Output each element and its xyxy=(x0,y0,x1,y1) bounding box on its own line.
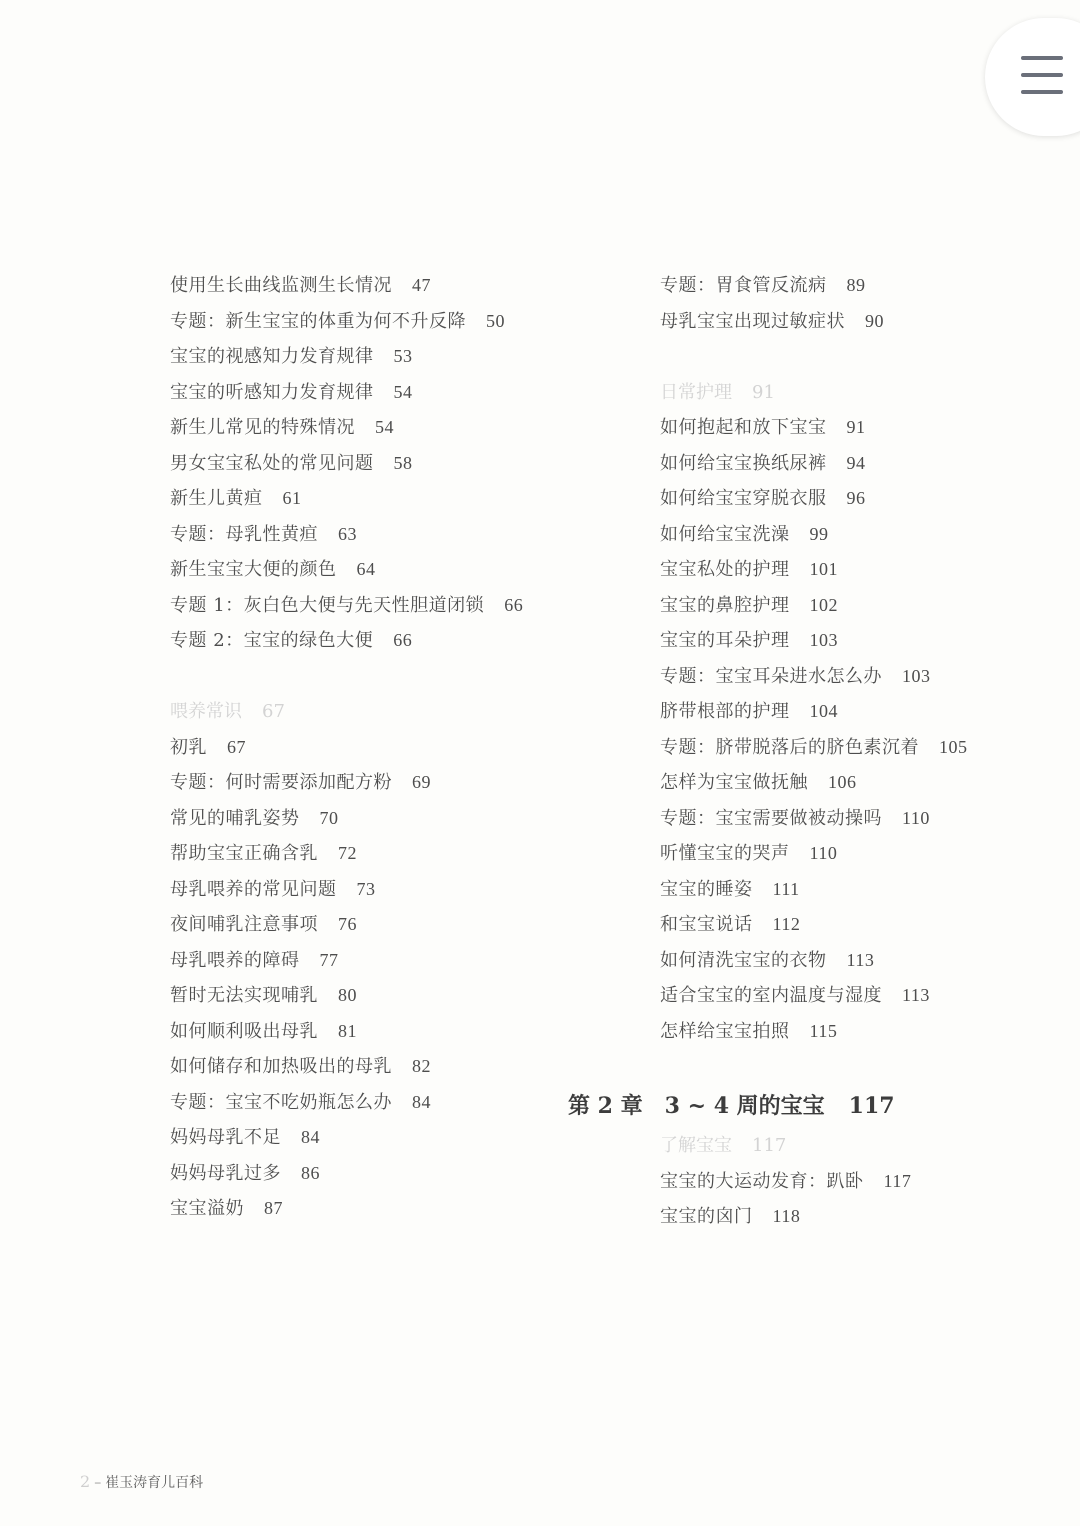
toc-entry[interactable]: 宝宝的耳朵护理 103 xyxy=(660,630,838,651)
footer-separator: – xyxy=(94,1475,102,1491)
toc-entry[interactable]: 宝宝的听感知力发育规律 54 xyxy=(170,381,413,403)
toc-entry[interactable]: 专题：宝宝不吃奶瓶怎么办 84 xyxy=(170,1091,431,1113)
toc-entry[interactable]: 新生宝宝大便的颜色 64 xyxy=(170,559,376,580)
footer-page-number: 2 xyxy=(80,1472,91,1491)
chapter-page: 117 xyxy=(848,1093,895,1119)
toc-entry[interactable]: 专题：新生宝宝的体重为何不升反降 50 xyxy=(170,310,505,332)
toc-entry[interactable]: 母乳喂养的障碍 77 xyxy=(170,949,339,971)
toc-entry[interactable]: 宝宝私处的护理 101 xyxy=(660,559,838,580)
toc-entry[interactable]: 怎样给宝宝拍照 115 xyxy=(660,1020,838,1042)
toc-entry[interactable]: 母乳宝宝出现过敏症状 90 xyxy=(660,310,884,332)
toc-entry[interactable]: 宝宝的睡姿 111 xyxy=(660,878,800,900)
toc-right-column xyxy=(660,268,1060,1049)
toc-entry[interactable]: 宝宝的囟门 118 xyxy=(660,1206,801,1227)
toc-entry[interactable]: 妈妈母乳过多 86 xyxy=(170,1162,320,1184)
toc-entry[interactable]: 宝宝溢奶 87 xyxy=(170,1198,283,1219)
toc-left-column xyxy=(170,268,570,1227)
toc-section-heading[interactable]: 日常护理 91 xyxy=(660,381,775,403)
toc-entry[interactable]: 初乳 67 xyxy=(170,736,246,758)
toc-entry[interactable]: 脐带根部的护理 104 xyxy=(660,701,838,722)
toc-entry[interactable]: 专题 2：宝宝的绿色大便 66 xyxy=(170,630,413,651)
toc-entry[interactable]: 如何抱起和放下宝宝 91 xyxy=(660,417,866,438)
page-footer xyxy=(80,1472,203,1492)
toc-entry[interactable]: 如何清洗宝宝的衣物 113 xyxy=(660,949,875,971)
toc-entry[interactable]: 专题：母乳性黄疸 63 xyxy=(170,523,357,545)
toc-entry[interactable]: 如何给宝宝换纸尿裤 94 xyxy=(660,452,866,474)
toc-entry[interactable]: 如何给宝宝洗澡 99 xyxy=(660,523,829,545)
toc-entry[interactable]: 如何储存和加热吸出的母乳 82 xyxy=(170,1056,431,1077)
toc-entry[interactable]: 如何顺利吸出母乳 81 xyxy=(170,1020,357,1042)
toc-entry[interactable]: 听懂宝宝的哭声 110 xyxy=(660,843,838,864)
toc-section-heading[interactable]: 喂养常识 67 xyxy=(170,701,285,722)
toc-entry[interactable]: 宝宝的大运动发育：趴卧 117 xyxy=(660,1170,912,1192)
toc-entry[interactable]: 常见的哺乳姿势 70 xyxy=(170,807,339,829)
hamburger-menu-icon xyxy=(1021,56,1063,96)
toc-entry[interactable]: 如何给宝宝穿脱衣服 96 xyxy=(660,488,866,509)
toc-entry[interactable]: 暂时无法实现哺乳 80 xyxy=(170,985,357,1006)
toc-entry[interactable]: 夜间哺乳注意事项 76 xyxy=(170,914,357,935)
chapter-label: 第 2 章 xyxy=(568,1093,643,1119)
toc-entry[interactable]: 新生儿常见的特殊情况 54 xyxy=(170,417,394,438)
toc-entry[interactable]: 专题：宝宝需要做被动操吗 110 xyxy=(660,807,930,829)
toc-entry[interactable]: 专题：脐带脱落后的脐色素沉着 105 xyxy=(660,736,968,758)
footer-book-title: 崔玉涛育儿百科 xyxy=(105,1475,204,1491)
toc-entry[interactable]: 新生儿黄疸 61 xyxy=(170,488,302,509)
section-gap xyxy=(660,339,1060,375)
toc-entry[interactable]: 适合宝宝的室内温度与湿度 113 xyxy=(660,985,930,1006)
toc-entry[interactable]: 宝宝的视感知力发育规律 53 xyxy=(170,346,413,367)
chapter-title: 3 ~ 4 周的宝宝 xyxy=(664,1093,825,1119)
toc-entry[interactable]: 妈妈母乳不足 84 xyxy=(170,1127,320,1148)
toc-entry[interactable]: 专题：宝宝耳朵进水怎么办 103 xyxy=(660,665,931,687)
toc-entry[interactable]: 专题：胃食管反流病 89 xyxy=(660,275,866,296)
toc-section-heading[interactable]: 了解宝宝 117 xyxy=(660,1135,787,1156)
toc-entry[interactable]: 专题 1：灰白色大便与先天性胆道闭锁 66 xyxy=(170,594,524,616)
chapter-heading[interactable] xyxy=(568,1086,895,1126)
section-gap xyxy=(170,659,570,695)
toc-entry[interactable]: 使用生长曲线监测生长情况 47 xyxy=(170,275,431,296)
toc-entry[interactable]: 母乳喂养的常见问题 73 xyxy=(170,878,376,900)
toc-entry[interactable]: 和宝宝说话 112 xyxy=(660,914,801,935)
toc-entry[interactable]: 专题：何时需要添加配方粉 69 xyxy=(170,772,431,793)
toc-entry[interactable]: 帮助宝宝正确含乳 72 xyxy=(170,843,357,864)
toc-chapter-column xyxy=(660,1128,1060,1235)
menu-button[interactable] xyxy=(985,18,1080,136)
toc-entry[interactable]: 怎样为宝宝做抚触 106 xyxy=(660,772,857,793)
toc-entry[interactable]: 男女宝宝私处的常见问题 58 xyxy=(170,452,413,474)
toc-entry[interactable]: 宝宝的鼻腔护理 102 xyxy=(660,594,838,616)
